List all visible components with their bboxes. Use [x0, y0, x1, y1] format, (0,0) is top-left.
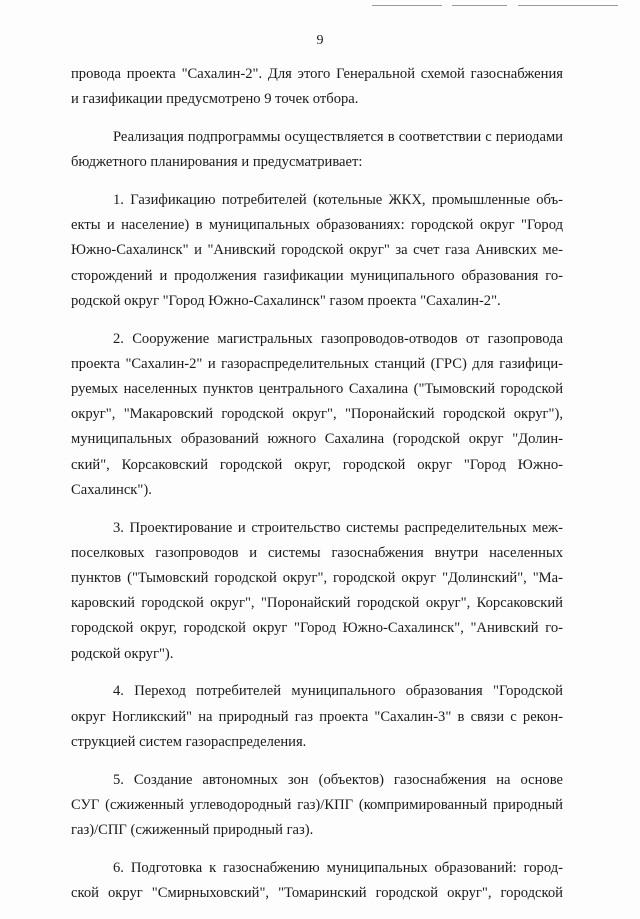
document-body	[71, 62, 563, 919]
text-line: муниципальных образований южного Сахалина (городской округ "Долин-	[71, 431, 563, 448]
text-line: городской округ, городской округ "Город Южно-Сахалинск", "Анивский го-	[71, 620, 563, 637]
text-line: Сахалинск").	[71, 481, 152, 498]
paragraph	[71, 188, 563, 314]
text-line: 1. Газификацию потребителей (котельные ЖКХ, промышленные объ-	[113, 192, 563, 208]
text-line: сторождений и продолжения газификации муниципального образования го-	[71, 267, 563, 284]
text-line: округ Ногликский" на природный газ проекта "Сахалин-3" в связи с рекон-	[71, 708, 563, 725]
scan-artifact-line	[452, 5, 507, 6]
paragraph	[71, 125, 563, 175]
text-line: СУГ (сжиженный углеводородный газ)/КПГ (компримированный природный	[71, 796, 563, 813]
text-line: проекта "Сахалин-2" и газораспределительных станций (ГРС) для газифици-	[71, 355, 563, 372]
paragraph	[71, 768, 563, 844]
scan-artifact-line	[372, 5, 442, 6]
text-line: бюджетного планирования и предусматривает:	[71, 154, 363, 171]
text-line: екты и население) в муниципальных образованиях: городской округ "Город	[71, 217, 563, 234]
text-line: 2. Сооружение магистральных газопроводов-отводов от газопровода	[113, 330, 563, 347]
text-line: Южно-Сахалинск" и "Анивский городской округ" за счет газа Анивских ме-	[71, 242, 563, 259]
text-line: ской округ "Смирныховский", "Томаринский городской округ", городской	[71, 885, 563, 902]
paragraph	[71, 327, 563, 503]
paragraph	[71, 62, 563, 112]
text-line: Реализация подпрограммы осуществляется в соответствии с периодами	[113, 129, 563, 145]
page-number: 9	[316, 33, 324, 48]
scan-artifact-line	[518, 5, 618, 6]
text-line: 6. Подготовка к газоснабжению муниципальных образований: город-	[113, 859, 563, 876]
text-line: и газификации предусмотрено 9 точек отбора.	[71, 91, 359, 108]
paragraph	[71, 856, 563, 906]
paragraph	[71, 679, 563, 755]
text-line: каровский городской округ", "Поронайский городской округ", Корсаковский	[71, 595, 563, 612]
text-line: провода проекта "Сахалин-2". Для этого Генеральной схемой газоснабжения	[71, 66, 563, 82]
text-line: поселковых газопроводов и системы газоснабжения внутри населенных	[71, 544, 563, 561]
text-line: 5. Создание автономных зон (объектов) газоснабжения на основе	[113, 771, 563, 788]
text-line: ский", Корсаковский городской округ, городской округ "Город Южно-	[71, 456, 563, 473]
text-line: родской округ "Город Южно-Сахалинск" газом проекта "Сахалин-2".	[71, 292, 501, 309]
text-line: руемых населенных пунктов центрального Сахалина ("Тымовский городской	[71, 381, 563, 398]
text-line: родской округ").	[71, 645, 174, 662]
text-line: 3. Проектирование и строительство системы распределительных меж-	[113, 519, 563, 536]
text-line: струкцией систем газораспределения.	[71, 733, 307, 750]
text-line: округ", "Макаровский городской округ", "Поронайский городской округ"),	[71, 406, 563, 423]
text-line: 4. Переход потребителей муниципального образования "Городской	[113, 683, 563, 700]
text-line: газ)/СПГ (сжиженный природный газ).	[71, 822, 314, 839]
paragraph	[71, 516, 563, 667]
text-line: пунктов ("Тымовский городской округ", городской округ "Долинский", "Ма-	[71, 570, 563, 587]
